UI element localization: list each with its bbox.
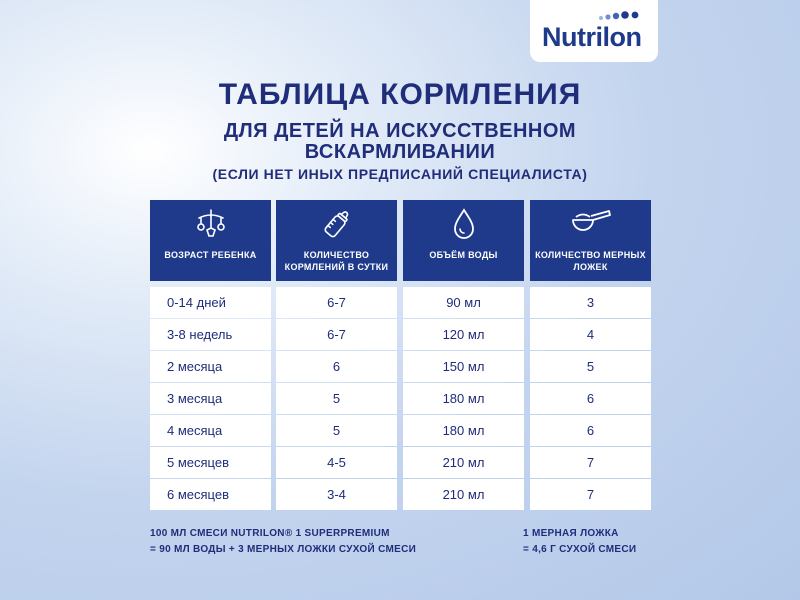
cell-age: 4 месяца (150, 415, 271, 446)
header-feedings-label: КОЛИЧЕСТВО КОРМЛЕНИЙ В СУТКИ (284, 250, 389, 272)
cell-water: 210 мл (403, 447, 524, 478)
cell-scoops: 7 (530, 447, 651, 478)
cell-feedings: 6 (276, 351, 397, 382)
baby-bottle-icon (320, 208, 354, 240)
cell-water: 180 мл (403, 383, 524, 414)
baby-mobile-icon (194, 208, 228, 240)
cell-scoops: 4 (530, 319, 651, 350)
table-row (0, 415, 800, 446)
footer-right-line1: 1 МЕРНАЯ ЛОЖКА (523, 528, 619, 539)
header-age-label: ВОЗРАСТ РЕБЕНКА (164, 250, 257, 260)
footer-left-line2: = 90 МЛ ВОДЫ + 3 МЕРНЫХ ЛОЖКИ СУХОЙ СМЕСИ (150, 544, 417, 555)
cell-feedings: 5 (276, 383, 397, 414)
cell-age: 5 месяцев (150, 447, 271, 478)
cell-scoops: 3 (530, 287, 651, 318)
table-row (0, 383, 800, 414)
logo-dots-icon (598, 10, 650, 22)
page-title: ТАБЛИЦА КОРМЛЕНИЯ (218, 78, 582, 111)
table-row (0, 319, 800, 350)
cell-scoops: 6 (530, 383, 651, 414)
header-water (403, 200, 524, 281)
table-row (0, 351, 800, 382)
page-subtitle: ДЛЯ ДЕТЕЙ НА ИСКУССТВЕННОМ ВСКАРМЛИВАНИИ (223, 120, 577, 163)
footer-note-right (523, 526, 636, 558)
header-age (150, 200, 271, 281)
header-water-label: ОБЪЁМ ВОДЫ (429, 250, 498, 260)
cell-water: 150 мл (403, 351, 524, 382)
nutrilon-logo (530, 0, 658, 62)
cell-age: 2 месяца (150, 351, 271, 382)
cell-age: 3 месяца (150, 383, 271, 414)
page-note: (ЕСЛИ НЕТ ИНЫХ ПРЕДПИСАНИЙ СПЕЦИАЛИСТА) (212, 166, 588, 182)
cell-feedings: 6-7 (276, 287, 397, 318)
cell-water: 210 мл (403, 479, 524, 510)
cell-scoops: 6 (530, 415, 651, 446)
cell-water: 90 мл (403, 287, 524, 318)
cell-feedings: 4-5 (276, 447, 397, 478)
table-row (0, 447, 800, 478)
cell-feedings: 6-7 (276, 319, 397, 350)
footer-left-line1: 100 МЛ СМЕСИ NUTRILON® 1 SUPERPREMIUM (150, 528, 390, 539)
header-scoops-label: КОЛИЧЕСТВО МЕРНЫХ ЛОЖЕК (535, 250, 646, 272)
table-row (0, 287, 800, 318)
cell-age: 3-8 недель (150, 319, 271, 350)
logo-text: Nutrilon (542, 22, 642, 52)
cell-age: 0-14 дней (150, 287, 271, 318)
cell-scoops: 7 (530, 479, 651, 510)
header-scoops (530, 200, 651, 281)
footer-note-left (150, 526, 416, 558)
cell-scoops: 5 (530, 351, 651, 382)
water-drop-icon (447, 208, 481, 240)
table-row (0, 479, 800, 510)
header-feedings (276, 200, 397, 281)
cell-water: 120 мл (403, 319, 524, 350)
cell-feedings: 5 (276, 415, 397, 446)
measuring-scoop-icon (569, 208, 613, 240)
cell-age: 6 месяцев (150, 479, 271, 510)
cell-feedings: 3-4 (276, 479, 397, 510)
footer-right-line2: = 4,6 Г СУХОЙ СМЕСИ (523, 544, 637, 555)
cell-water: 180 мл (403, 415, 524, 446)
